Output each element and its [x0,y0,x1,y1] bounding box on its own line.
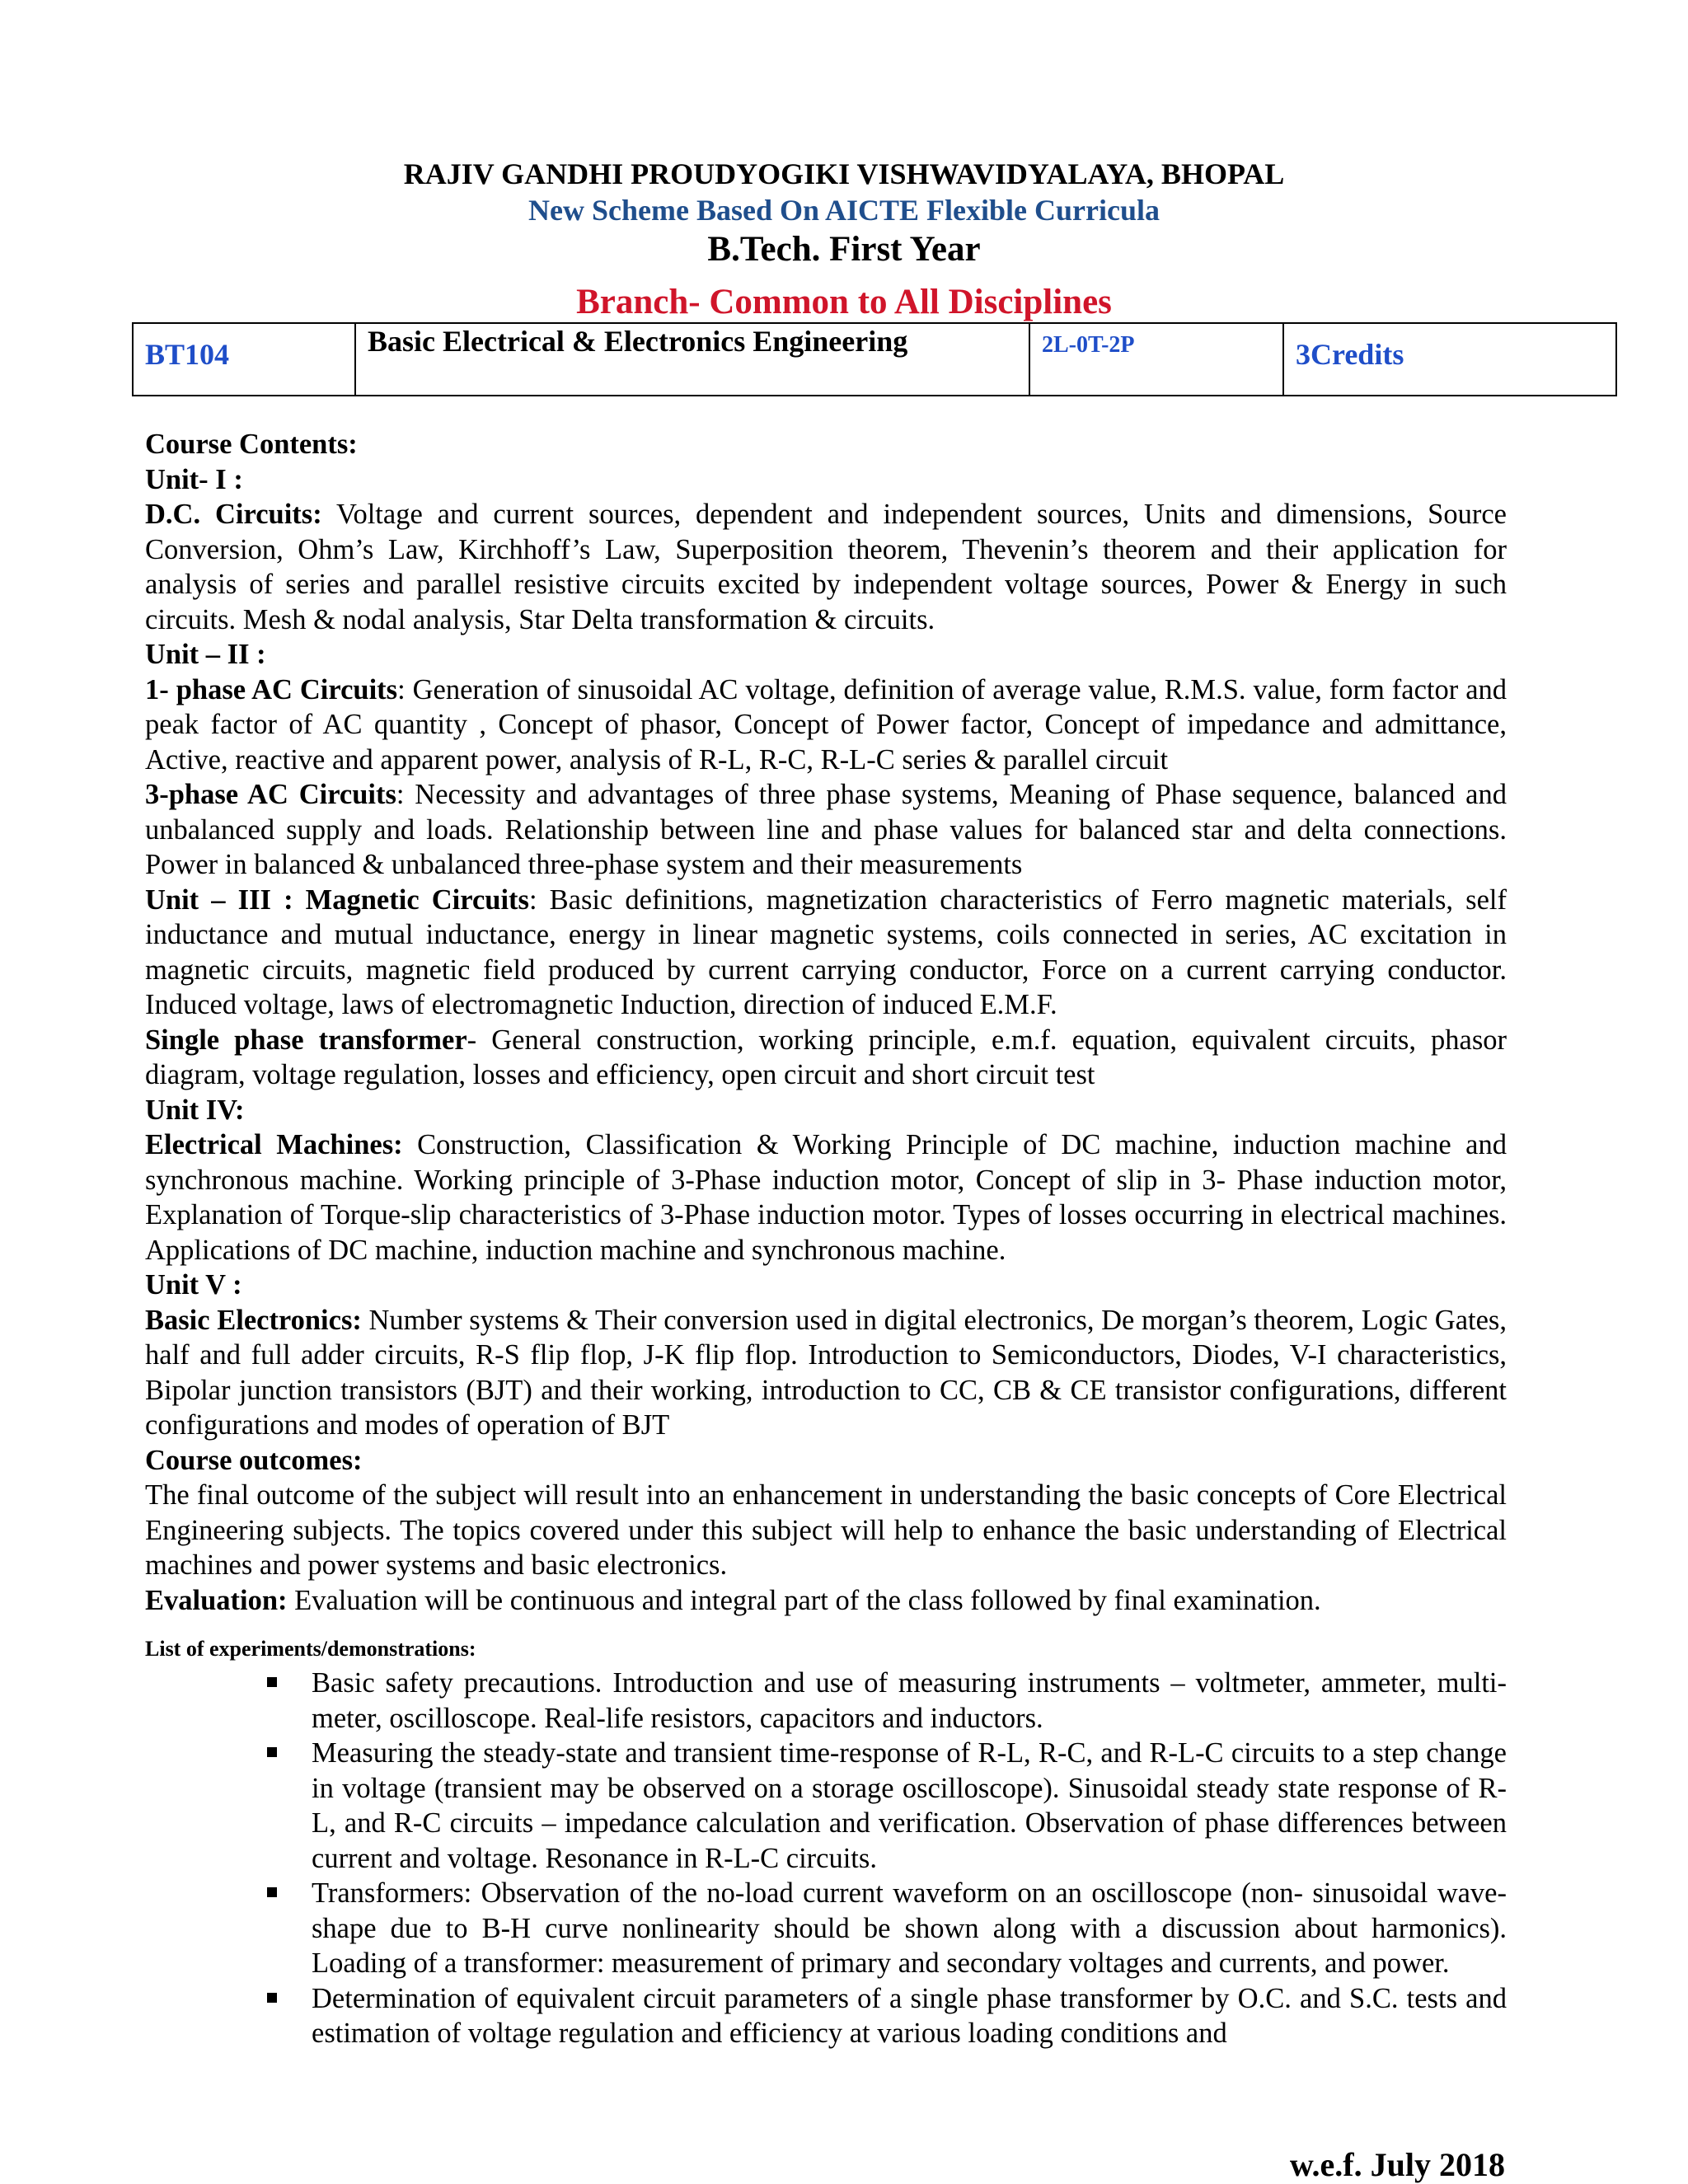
unit5-label: Unit V : [145,1269,242,1301]
unit2-topic2: 3-phase AC Circuits [145,779,396,810]
experiment-item [145,1876,1507,1981]
unit2-label: Unit – II : [145,639,266,670]
year-title: B.Tech. First Year [707,230,981,269]
unit4-paragraph [145,1127,1507,1268]
outcomes-text: The final outcome of the subject will result into an enhancement in understanding the basic concepts of Core Electrical Engineering subjects. The topics covered under this subject will help to enhance the basic understanding of Electrical machines and power systems and basic electronics. [145,1479,1507,1581]
experiment-text: Determination of equivalent circuit parameters of a single phase transformer by O.C. and S.C. tests and estimation of voltage regulation and efficiency at various loading conditions and [312,1982,1507,2049]
unit3-topic2: Single phase transformer [145,1024,467,1056]
unit2-text2: : Necessity and advantages of three phase systems, Meaning of Phase sequence, balanced and unbalanced supply and loads. Relationship between line and phase values for balanced star and delta connections. Power in balanced & unbalanced three-phase system and their measurements [145,779,1507,880]
course-body [145,427,1507,2051]
experiments-heading: List of experiments/demonstrations: [145,1637,476,1661]
square-bullet-icon [267,1677,277,1687]
university-name: RAJIV GANDHI PROUDYOGIKI VISHWAVIDYALAYA, BHOPAL [403,157,1285,190]
unit5-paragraph [145,1303,1507,1443]
square-bullet-icon [267,1747,277,1757]
unit2-paragraph-2 [145,777,1507,883]
unit5-topic: Basic Electronics: [145,1304,362,1336]
square-bullet-icon [267,1993,277,2003]
unit2-topic1: 1- phase AC Circuits [145,673,398,705]
course-ltp: 2L-0T-2P [1029,323,1283,396]
course-code: BT104 [133,323,355,396]
course-info-row [133,323,1616,396]
unit4-text: Construction, Classification & Working Principle of DC machine, induction machine and synchronous machine. Working principle of 3-Phase induction motor, Concept of slip in 3- Phase induction motor, Explanation of Torque-slip characteristics of 3-Phase induction motor. Types of losses occurring in electrical machines. Applications of DC machine, induction machine and synchronous machine. [145,1129,1507,1266]
experiment-text: Basic safety precautions. Introduction and use of measuring instruments – voltmeter, ammeter, multi-meter, oscilloscope. Real-life resistors, capacitors and inductors. [312,1667,1507,1734]
unit2-paragraph-1 [145,673,1507,778]
experiment-text: Transformers: Observation of the no-load current waveform on an oscilloscope (non- sinusoidal wave-shape due to B-H curve nonlinearity should be shown along with a discussion about harmonics). Loading of a transformer: measurement of primary and secondary voltages and currents, and power. [312,1877,1507,1979]
unit3-paragraph-2 [145,1023,1507,1093]
square-bullet-icon [267,1887,277,1897]
outcomes-heading: Course outcomes: [145,1444,363,1476]
unit1-paragraph [145,497,1507,637]
unit3-paragraph-1 [145,883,1507,1023]
unit1-label: Unit- I : [145,463,243,495]
unit4-topic: Electrical Machines: [145,1129,403,1160]
experiment-item [145,1736,1507,1876]
unit2-text1: : Generation of sinusoidal AC voltage, definition of average value, R.M.S. value, form factor and peak factor of AC quantity , Concept of phasor, Concept of Power factor, Concept of impedance and admittance, Active, reactive and apparent power, analysis of R-L, R-C, R-L-C series & parallel circuit [145,673,1507,776]
experiments-list [145,1666,1507,2051]
unit4-label: Unit IV: [145,1094,245,1126]
unit3-text2: - General construction, working principle, e.m.f. equation, equivalent circuits, phasor diagram, voltage regulation, losses and efficiency, open circuit and short circuit test [145,1024,1507,1090]
experiment-item [145,1981,1507,2051]
evaluation-paragraph [145,1583,1507,1619]
effective-date: w.e.f. July 2018 [1289,2146,1505,2183]
experiment-text: Measuring the steady-state and transient time-response of R-L, R-C, and R-L-C circuits to a step change in voltage (transient may be observed on a storage oscilloscope). Sinusoidal steady state response of R-L, and R-C circuits – impedance calculation and verification. Observation of phase differences between current and voltage. Resonance in R-L-C circuits. [312,1737,1507,1874]
evaluation-label: Evaluation: [145,1584,288,1616]
scheme-title: New Scheme Based On AICTE Flexible Curricula [528,194,1160,227]
unit5-text: Number systems & Their conversion used in digital electronics, De morgan’s theorem, Logic Gates, half and full adder circuits, R-S flip flop, J-K flip flop. Introduction to Semiconductors, Diodes, V-I characteristics, Bipolar junction transistors (BJT) and their working, introduction to CC, CB & CE transistor configurations, different configurations and modes of operation of BJT [145,1304,1507,1441]
unit3-label: Unit – III : Magnetic Circuits [145,883,529,916]
unit1-topic: D.C. Circuits: [145,499,322,530]
branch-title: Branch- Common to All Disciplines [576,283,1112,321]
experiment-item [145,1666,1507,1736]
course-credits: 3Credits [1283,323,1616,396]
unit3-text: : Basic definitions, magnetization characteristics of Ferro magnetic materials, self inductance and mutual inductance, energy in linear magnetic systems, coils connected in series, AC excitation in magnetic circuits, magnetic field produced by current carrying conductor, Force on a current carrying conductor. Induced voltage, laws of electromagnetic Induction, direction of induced E.M.F. [145,883,1507,1020]
course-contents-heading: Course Contents: [145,429,358,460]
course-title: Basic Electrical & Electronics Engineering [355,323,1029,396]
evaluation-text: Evaluation will be continuous and integral part of the class followed by final examination. [287,1584,1321,1616]
course-info-table [132,322,1617,396]
unit1-text: Voltage and current sources, dependent and independent sources, Units and dimensions, Source Conversion, Ohm’s Law, Kirchhoff’s Law, Superposition theorem, Thevenin’s theorem and their application for analysis of series and parallel resistive circuits excited by independent voltage sources, Power & Energy in such circuits. Mesh & nodal analysis, Star Delta transformation & circuits. [145,499,1507,635]
